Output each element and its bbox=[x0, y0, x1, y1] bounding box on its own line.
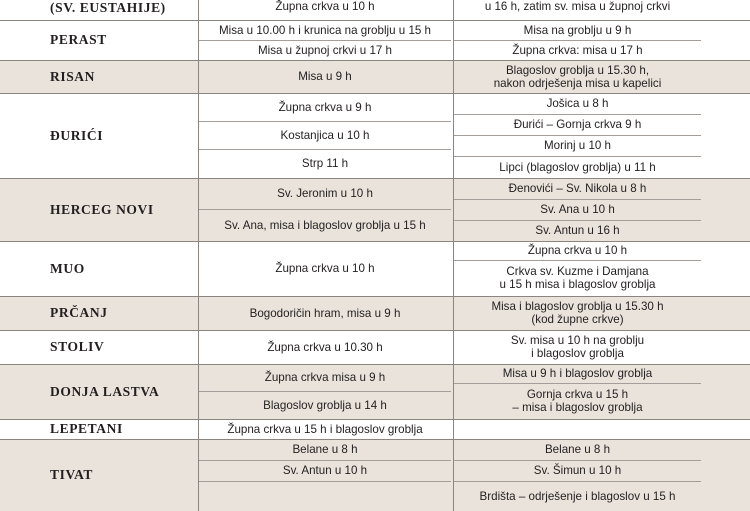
schedule-entry: Belane u 8 h bbox=[292, 443, 358, 456]
column-first-day bbox=[198, 419, 451, 439]
row-divider bbox=[0, 178, 750, 179]
parish-name: DONJA LASTVA bbox=[50, 383, 160, 399]
parish-row bbox=[0, 296, 750, 330]
entry-divider bbox=[199, 209, 451, 210]
entry-divider bbox=[454, 135, 701, 136]
schedule-entry: Crkva sv. Kuzme i Damjana u 15 h misa i blagoslov groblja bbox=[499, 265, 656, 291]
parish-row bbox=[0, 60, 750, 93]
schedule-entry bbox=[454, 419, 701, 439]
parish-row bbox=[0, 330, 750, 364]
column-first-day bbox=[198, 20, 451, 60]
schedule-entry: Strp 11 h bbox=[301, 157, 349, 170]
column-first-day bbox=[198, 330, 451, 364]
schedule-entry: Blagoslov groblja u 15.30 h, nakon odrješenja misa u kapelici bbox=[493, 63, 662, 90]
schedule-entry: Gornja crkva u 15 h – misa i blagoslov groblja bbox=[512, 388, 643, 414]
schedule-entry: Župna crkva u 10 h bbox=[275, 0, 375, 13]
schedule-entry: Misa i blagoslov groblja u 15.30 h (kod župne crkve) bbox=[491, 300, 664, 326]
schedule-entry: Brdišta – odrješenje i blagoslov u 15 h bbox=[479, 489, 676, 503]
schedule-entry: Sv. Ana u 10 h bbox=[540, 203, 615, 216]
parish-name: TIVAT bbox=[50, 467, 94, 482]
column-first-day bbox=[198, 60, 451, 93]
entry-divider bbox=[454, 260, 701, 261]
column-second-day bbox=[453, 419, 701, 439]
schedule-entry: Župna crkva misa u 9 h bbox=[264, 371, 386, 384]
column-first-day bbox=[198, 0, 451, 20]
parish-name: (SV. EUSTAHIJE) bbox=[50, 0, 166, 15]
parish-row bbox=[0, 93, 750, 178]
entry-divider bbox=[454, 40, 701, 41]
schedule-entry: u 16 h, zatim sv. misa u župnoj crkvi bbox=[484, 0, 671, 13]
column-first-day bbox=[198, 241, 451, 296]
schedule-entry: Sv. Antun u 16 h bbox=[535, 224, 620, 237]
column-second-day bbox=[453, 0, 701, 20]
column-second-day bbox=[453, 60, 701, 93]
schedule-entry: Bogodoričin hram, misa u 9 h bbox=[249, 306, 401, 320]
schedule-entry: Belane u 8 h bbox=[544, 443, 611, 456]
schedule-entry: Misa u župnoj crkvi u 17 h bbox=[257, 43, 393, 57]
parish-row bbox=[0, 0, 750, 20]
parish-row bbox=[0, 364, 750, 419]
schedule-entry: Misa u 10.00 h i krunica na groblju u 15 h bbox=[218, 23, 432, 37]
schedule-entry: Morinj u 10 h bbox=[543, 139, 612, 152]
column-second-day bbox=[453, 330, 701, 364]
schedule-entry: Župna crkva: misa u 17 h bbox=[512, 43, 643, 57]
parish-row bbox=[0, 178, 750, 241]
parish-name: LEPETANI bbox=[50, 421, 123, 436]
entry-divider bbox=[199, 149, 451, 150]
row-divider bbox=[0, 419, 750, 420]
schedule-entry: Misa u 9 h i blagoslov groblja bbox=[502, 367, 653, 380]
parish-name: MUO bbox=[50, 260, 85, 276]
column-second-day bbox=[453, 241, 701, 296]
schedule-entry: Misa na groblju u 9 h bbox=[523, 23, 632, 37]
parish-row bbox=[0, 241, 750, 296]
schedule-entry: Đurići – Gornja crkva 9 h bbox=[513, 118, 642, 131]
entry-divider bbox=[454, 460, 701, 461]
row-divider bbox=[0, 93, 750, 94]
column-first-day bbox=[198, 364, 451, 419]
parish-name: STOLIV bbox=[50, 339, 105, 354]
schedule-entry: Sv. Jeronim u 10 h bbox=[277, 187, 373, 200]
schedule-entry: Sv. misa u 10 h na groblju i blagoslov groblja bbox=[510, 334, 645, 360]
schedule-entry: Jošica u 8 h bbox=[546, 97, 609, 110]
schedule-entry: Blagoslov groblja u 14 h bbox=[263, 398, 387, 412]
entry-divider bbox=[454, 114, 701, 115]
schedule-entry: Župna crkva u 10.30 h bbox=[267, 340, 383, 354]
row-divider bbox=[0, 330, 750, 331]
schedule-entry: Župna crkva u 10 h bbox=[275, 262, 375, 275]
parish-name: HERCEG NOVI bbox=[50, 201, 154, 217]
parish-name: PRČANJ bbox=[50, 305, 108, 320]
column-second-day bbox=[453, 178, 701, 241]
schedule-entry: Sv. Šimun u 10 h bbox=[533, 464, 622, 477]
schedule-entry: Sv. Antun u 10 h bbox=[282, 464, 368, 477]
entry-divider bbox=[454, 220, 701, 221]
entry-divider bbox=[454, 199, 701, 200]
column-second-day bbox=[453, 364, 701, 419]
parish-name: PERAST bbox=[50, 32, 107, 47]
parish-row bbox=[0, 20, 750, 60]
row-divider bbox=[0, 364, 750, 365]
column-first-day bbox=[198, 93, 451, 178]
schedule-entry: Kostanjica u 10 h bbox=[280, 128, 370, 142]
schedule-entry: Sv. Ana, misa i blagoslov groblja u 15 h bbox=[224, 218, 426, 232]
column-second-day bbox=[453, 439, 701, 511]
column-first-day bbox=[198, 178, 451, 241]
row-divider bbox=[0, 296, 750, 297]
entry-divider bbox=[199, 121, 451, 122]
schedule-entry: Lipci (blagoslov groblja) u 11 h bbox=[499, 160, 656, 174]
row-divider bbox=[0, 60, 750, 61]
schedule-entry bbox=[199, 481, 451, 511]
schedule-entry: Župna crkva u 10 h bbox=[527, 244, 628, 257]
entry-divider bbox=[199, 40, 451, 41]
schedule-entry: Župna crkva u 15 h i blagoslov groblja bbox=[227, 422, 423, 436]
parish-row bbox=[0, 419, 750, 439]
entry-divider bbox=[199, 391, 451, 392]
row-divider bbox=[0, 439, 750, 440]
column-second-day bbox=[453, 93, 701, 178]
schedule-entry: Župna crkva u 9 h bbox=[278, 100, 372, 114]
entry-divider bbox=[199, 460, 451, 461]
column-second-day bbox=[453, 20, 701, 60]
entry-divider bbox=[199, 481, 451, 482]
schedule-entry: Misa u 9 h bbox=[298, 70, 352, 83]
column-second-day bbox=[453, 296, 701, 330]
column-first-day bbox=[198, 439, 451, 511]
parish-row bbox=[0, 439, 750, 511]
column-first-day bbox=[198, 296, 451, 330]
entry-divider bbox=[454, 481, 701, 482]
parish-name: RISAN bbox=[50, 68, 96, 84]
row-divider bbox=[0, 241, 750, 242]
row-divider bbox=[0, 20, 750, 21]
entry-divider bbox=[454, 383, 701, 384]
entry-divider bbox=[454, 156, 701, 157]
parish-name: ĐURIĆI bbox=[50, 127, 104, 143]
schedule-entry: Đenovići – Sv. Nikola u 8 h bbox=[508, 182, 647, 195]
